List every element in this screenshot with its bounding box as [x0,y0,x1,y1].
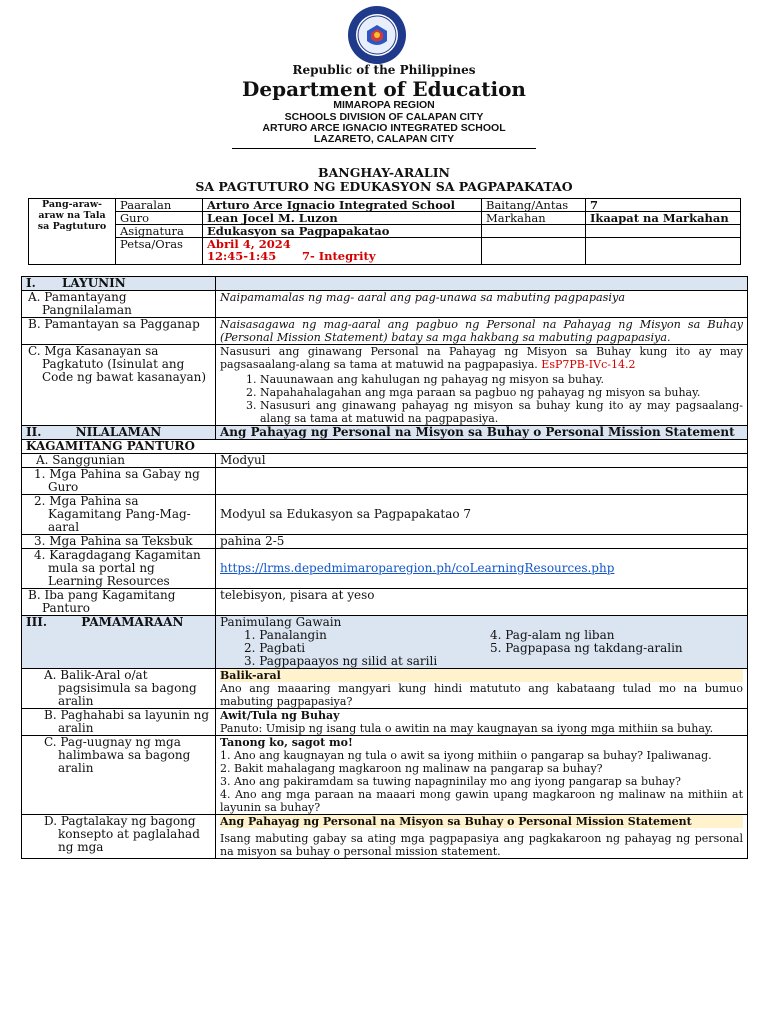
kagamitang-mag-aaral-label: 2. Mga Pahina sa Kagamitang Pang-Mag-aaral [22,495,216,535]
baitang-label: Baitang/Antas [482,199,586,212]
kasanayan-text: Nasusuri ang ginawang Personal na Pahayag ng Misyon sa Buhay kung ito ay may pagsasaalang-alang sa tama at matuwid na pagpapasiya. [220,345,743,371]
objective-item: 1. Nauunawaan ang kahulugan ng pahayag ng misyon sa buhay. [260,373,743,386]
gabay-guro-value [216,468,748,495]
division-line: SCHOOLS DIVISION OF CALAPAN CITY [284,111,484,123]
baitang-value: 7 [586,199,741,212]
gabay-guro-label: 1. Mga Pahina sa Gabay ng Guro [22,468,216,495]
objectives-list [220,373,743,425]
section-label: NILALAMAN [75,425,162,439]
question-item: 4. Ano ang mga paraan na maaari mong gawin upang magkaroon ng malinaw na mithiin at layunin sa buhay? [220,788,743,814]
iba-pang-kagamitan-label: B. Iba pang Kagamitang Panturo [22,589,216,616]
balik-aral-text: Ano ang maaaring mangyari kung hindi matututo ang kabataang tulad mo na bumuo mabuting pagpapasiya? [220,682,743,708]
panimula-item: 4. Pag-alam ng liban [490,628,615,642]
pamantayan-pagganap-text: Naisasagawa ng mag-aaral ang pagbuo ng Personal na Pahayag ng Misyon sa Buhay (Personal Mission Statement) batay sa mga hakbang sa mabuting pagpapasiya. [216,318,748,345]
balik-aral-cell [216,669,748,709]
question-item: 1. Ano ang kaugnayan ng tula o awit sa iyong mithiin o pangarap sa buhay? Ipaliwanag. [220,749,712,762]
empty-cell [586,225,741,238]
nilalaman-text: Ang Pahayag ng Personal na Misyon sa Buhay o Personal Mission Statement [216,426,748,440]
petsa-value [203,238,482,265]
panimula-left-col [220,629,490,668]
time-section-line [207,250,477,262]
document-title: BANGHAY-ARALIN [318,165,450,180]
panimula-item: 2. Pagbati [244,641,306,655]
sanggunian-value: Modyul [216,454,748,468]
lr-portal-cell [216,549,748,589]
objective-item: 3. Nasusuri ang ginawang pahayag ng misyon sa buhay kung ito ay may pagsaalang-alang sa tama at matuwid na pagpapasiya. [260,399,743,425]
empty-cell [586,238,741,265]
section-number: I. [26,276,36,290]
date-text: Abril 4, 2024 [207,237,291,251]
row-label-b: B. Pamantayan sa Pagganap [22,318,216,345]
section-number: III. [26,615,48,629]
empty-cell [482,225,586,238]
nilalaman-heading [22,426,216,440]
republic-line: Republic of the Philippines [292,63,476,77]
teksbuk-label: 3. Mga Pahina sa Teksbuk [22,535,216,549]
question-item: 2. Bakit mahalagang magkaroon ng malinaw na pangarap sa buhay? [220,762,603,775]
kagamitang-mag-aaral-value: Modyul sa Edukasyon sa Pagpapakatao 7 [216,495,748,535]
panimulang-gawain-list [220,629,743,668]
markahan-label: Markahan [482,212,586,225]
info-table [28,198,741,265]
pagtalakay-text: Isang mabuting gabay sa ating mga pagpapasiya ang pagkakaroon ng pahayag ng personal na misyon sa buhay o personal mission statement. [220,832,743,858]
section-number: II. [26,425,42,439]
pamamaraan-heading [22,616,216,669]
guro-value: Lean Jocel M. Luzon [203,212,482,225]
empty-cell [482,238,586,265]
guro-label: Guro [116,212,203,225]
lr-portal-link[interactable]: https://lrms.depedmimaroparegion.ph/coLearningResources.php [220,561,615,575]
iba-pang-kagamitan-value: telebisyon, pisara at yeso [216,589,748,616]
petsa-label: Petsa/Oras [116,238,203,265]
pag-uugnay-cell [216,736,748,815]
panimula-item: 1. Panalangin [244,628,327,642]
pamantayang-pangnilalaman-text: Naipamamalas ng mag- aaral ang pag-unawa sa mabuting pagpapasiya [216,291,748,318]
pag-uugnay-title: Tanong ko, sagot mo! [220,736,353,749]
lesson-plan-table [21,276,748,859]
pag-uugnay-label: C. Pag-uugnay ng mga halimbawa sa bagong aralin [22,736,216,815]
deped-seal-logo [347,5,407,65]
row-label-c: C. Mga Kasanayan sa Pagkatuto (Isinulat ang Code ng bawat kasanayan) [22,345,216,426]
school-line: ARTURO ARCE IGNACIO INTEGRATED SCHOOL [262,122,506,134]
section-label: LAYUNIN [61,276,126,290]
question-item: 3. Ano ang pakiramdam sa tuwing napagninilay mo ang iyong pangarap sa buhay? [220,775,681,788]
paghahabi-text: Panuto: Umisip ng isang tula o awitin na may kaugnayan sa iyong mga mithiin sa buhay. [220,722,714,735]
paaralan-label: Paaralan [116,199,203,212]
row-label-a: A. Pamantayang Pangnilalaman [22,291,216,318]
kagamitan-heading: KAGAMITANG PANTURO [22,440,748,454]
paaralan-value: Arturo Arce Ignacio Integrated School [203,199,482,212]
time-text: 12:45-1:45 [207,249,277,263]
paghahabi-cell [216,709,748,736]
header-divider [232,148,536,149]
balik-aral-title: Balik-aral [220,669,743,682]
section-text: 7- Integrity [301,249,376,263]
sanggunian-label: A. Sanggunian [22,454,216,468]
teksbuk-value: pahina 2-5 [216,535,748,549]
paghahabi-title: Awit/Tula ng Buhay [220,709,340,722]
section-label: PAMAMARAAN [81,615,184,629]
panimula-right-col [490,629,743,668]
panimulang-gawain-title: Panimulang Gawain [220,615,342,629]
panimulang-gawain-cell [216,616,748,669]
layunin-heading-blank [216,277,748,291]
lr-portal-label: 4. Karagdagang Kagamitan mula sa portal ng Learning Resources [22,549,216,589]
paghahabi-label: B. Paghahabi sa layunin ng aralin [22,709,216,736]
document-subtitle: SA PAGTUTURO NG EDUKASYON SA PAGPAPAKATAO [195,179,573,194]
pagtalakay-label: D. Pagtalakay ng bagong konsepto at paglalahad ng mga [22,815,216,859]
asignatura-value: Edukasyon sa Pagpapakatao [203,225,482,238]
daily-log-label: Pang-araw-araw na Tala sa Pagtuturo [29,199,116,265]
panimula-item: 3. Pagpapaayos ng silid at sarili [244,654,438,668]
markahan-value: Ikaapat na Markahan [586,212,741,225]
address-line: LAZARETO, CALAPAN CITY [313,133,455,145]
objective-item: 2. Napahahalagahan ang mga paraan sa pagbuo ng pahayag ng misyon sa buhay. [260,386,743,399]
kasanayan-cell [216,345,748,426]
region-line: MIMAROPA REGION [333,99,435,111]
pagtalakay-title: Ang Pahayag ng Personal na Misyon sa Buhay o Personal Mission Statement [220,815,743,828]
panimula-item: 5. Pagpapasa ng takdang-aralin [490,641,683,655]
department-title: Department of Education [242,77,526,101]
pagtalakay-cell [216,815,748,859]
balik-aral-label: A. Balik-Aral o/at pagsisimula sa bagong aralin [22,669,216,709]
asignatura-label: Asignatura [116,225,203,238]
layunin-heading [22,277,216,291]
competency-code: EsP7PB-IVc-14.2 [541,358,636,371]
